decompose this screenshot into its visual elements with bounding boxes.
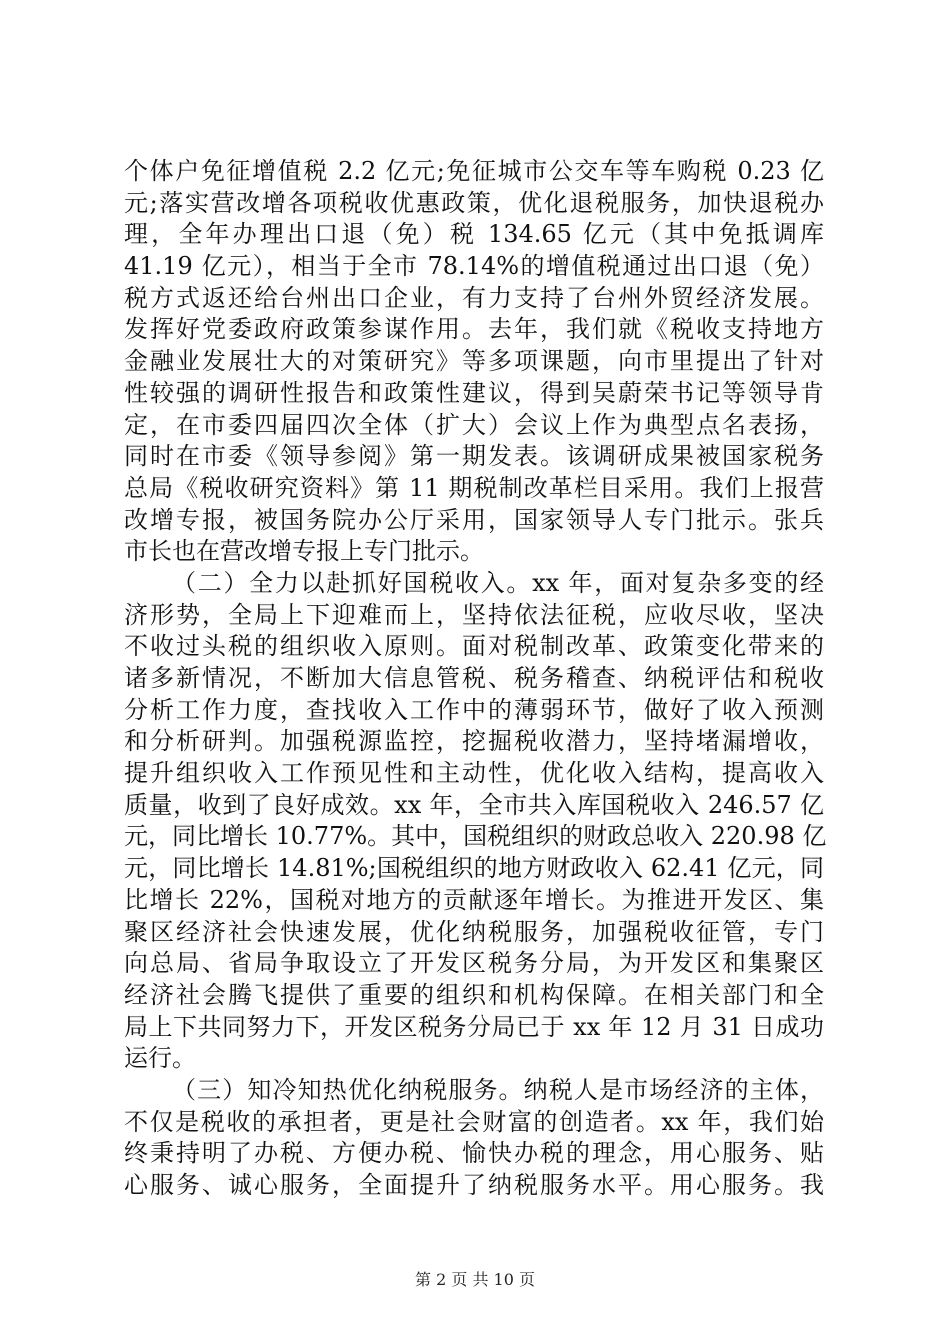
text-line: 不收过头税的组织收入原则。面对税制改革、政策变化带来的 (124, 632, 824, 661)
text-line: 聚区经济社会快速发展，优化纳税服务，加强税收征管，专门 (124, 917, 824, 946)
text-line: 市长也在营改增专报上专门批示。 (124, 537, 484, 566)
text-line: 发挥好党委政府政策参谋作用。去年，我们就《税收支持地方 (124, 315, 824, 344)
text-line: 理，全年办理出口退（免）税 134.65 亿元（其中免抵调库 (124, 220, 824, 249)
text-line: 心服务、诚心服务，全面提升了纳税服务水平。用心服务。我 (124, 1171, 824, 1199)
text-line: 同时在市委《领导参阅》第一期发表。该调研成果被国家税务 (124, 442, 824, 471)
text-line: 税方式返还给台州出口企业，有力支持了台州外贸经济发展。 (124, 283, 824, 312)
text-line: 金融业发展壮大的对策研究》等多项课题，向市里提出了针对 (124, 347, 824, 376)
text-line: 元，同比增长 14.81%;国税组织的地方财政收入 62.41 亿元，同 (124, 854, 824, 883)
paragraph-start-line: （二）全力以赴抓好国税收入。xx 年，面对复杂多变的经 (172, 568, 824, 597)
text-line: 元;落实营改增各项税收优惠政策，优化退税服务，加快退税办 (124, 188, 824, 217)
text-line: 总局《税收研究资料》第 11 期税制改革栏目采用。我们上报营 (124, 473, 824, 502)
text-line: 分析工作力度，查找收入工作中的薄弱环节，做好了收入预测 (124, 695, 824, 724)
document-body (124, 156, 827, 1202)
text-line: 改增专报，被国务院办公厅采用，国家领导人专门批示。张兵 (124, 505, 824, 534)
text-line: 终秉持明了办税、方便办税、愉快办税的理念，用心服务、贴 (124, 1139, 824, 1168)
text-line: 提升组织收入工作预见性和主动性，优化收入结构，提高收入 (124, 759, 824, 788)
text-line: 元，同比增长 10.77%。其中，国税组织的财政总收入 220.98 亿 (124, 822, 827, 851)
paragraph-start-line: （三）知冷知热优化纳税服务。纳税人是市场经济的主体， (172, 1075, 824, 1104)
text-line: 诸多新情况，不断加大信息管税、税务稽查、纳税评估和税收 (124, 664, 824, 692)
text-line: 质量，收到了良好成效。xx 年，全市共入库国税收入 246.57 亿 (124, 790, 824, 819)
page-number-footer: 第 2 页 共 10 页 (415, 1270, 535, 1289)
text-line: 41.19 亿元），相当于全市 78.14%的增值税通过出口退（免） (124, 252, 824, 281)
text-line: 经济社会腾飞提供了重要的组织和机构保障。在相关部门和全 (124, 980, 824, 1009)
text-line: 比增长 22%，国税对地方的贡献逐年增长。为推进开发区、集 (124, 885, 824, 914)
text-line: 性较强的调研性报告和政策性建议，得到吴蔚荣书记等领导肯 (124, 378, 824, 407)
text-line: 向总局、省局争取设立了开发区税务分局，为开发区和集聚区 (124, 949, 824, 978)
text-line: 运行。 (124, 1044, 196, 1073)
text-line: 定，在市委四届四次全体（扩大）会议上作为典型点名表扬， (124, 410, 824, 439)
text-line: 个体户免征增值税 2.2 亿元;免征城市公交车等车购税 0.23 亿 (124, 157, 824, 185)
text-line: 济形势，全局上下迎难而上，坚持依法征税，应收尽收，坚决 (124, 600, 824, 629)
text-line: 不仅是税收的承担者，更是社会财富的创造者。xx 年，我们始 (124, 1107, 824, 1136)
text-line: 局上下共同努力下，开发区税务分局已于 xx 年 12 月 31 日成功 (124, 1012, 824, 1041)
text-line: 和分析研判。加强税源监控，挖掘税收潜力，坚持堵漏增收， (124, 727, 824, 756)
